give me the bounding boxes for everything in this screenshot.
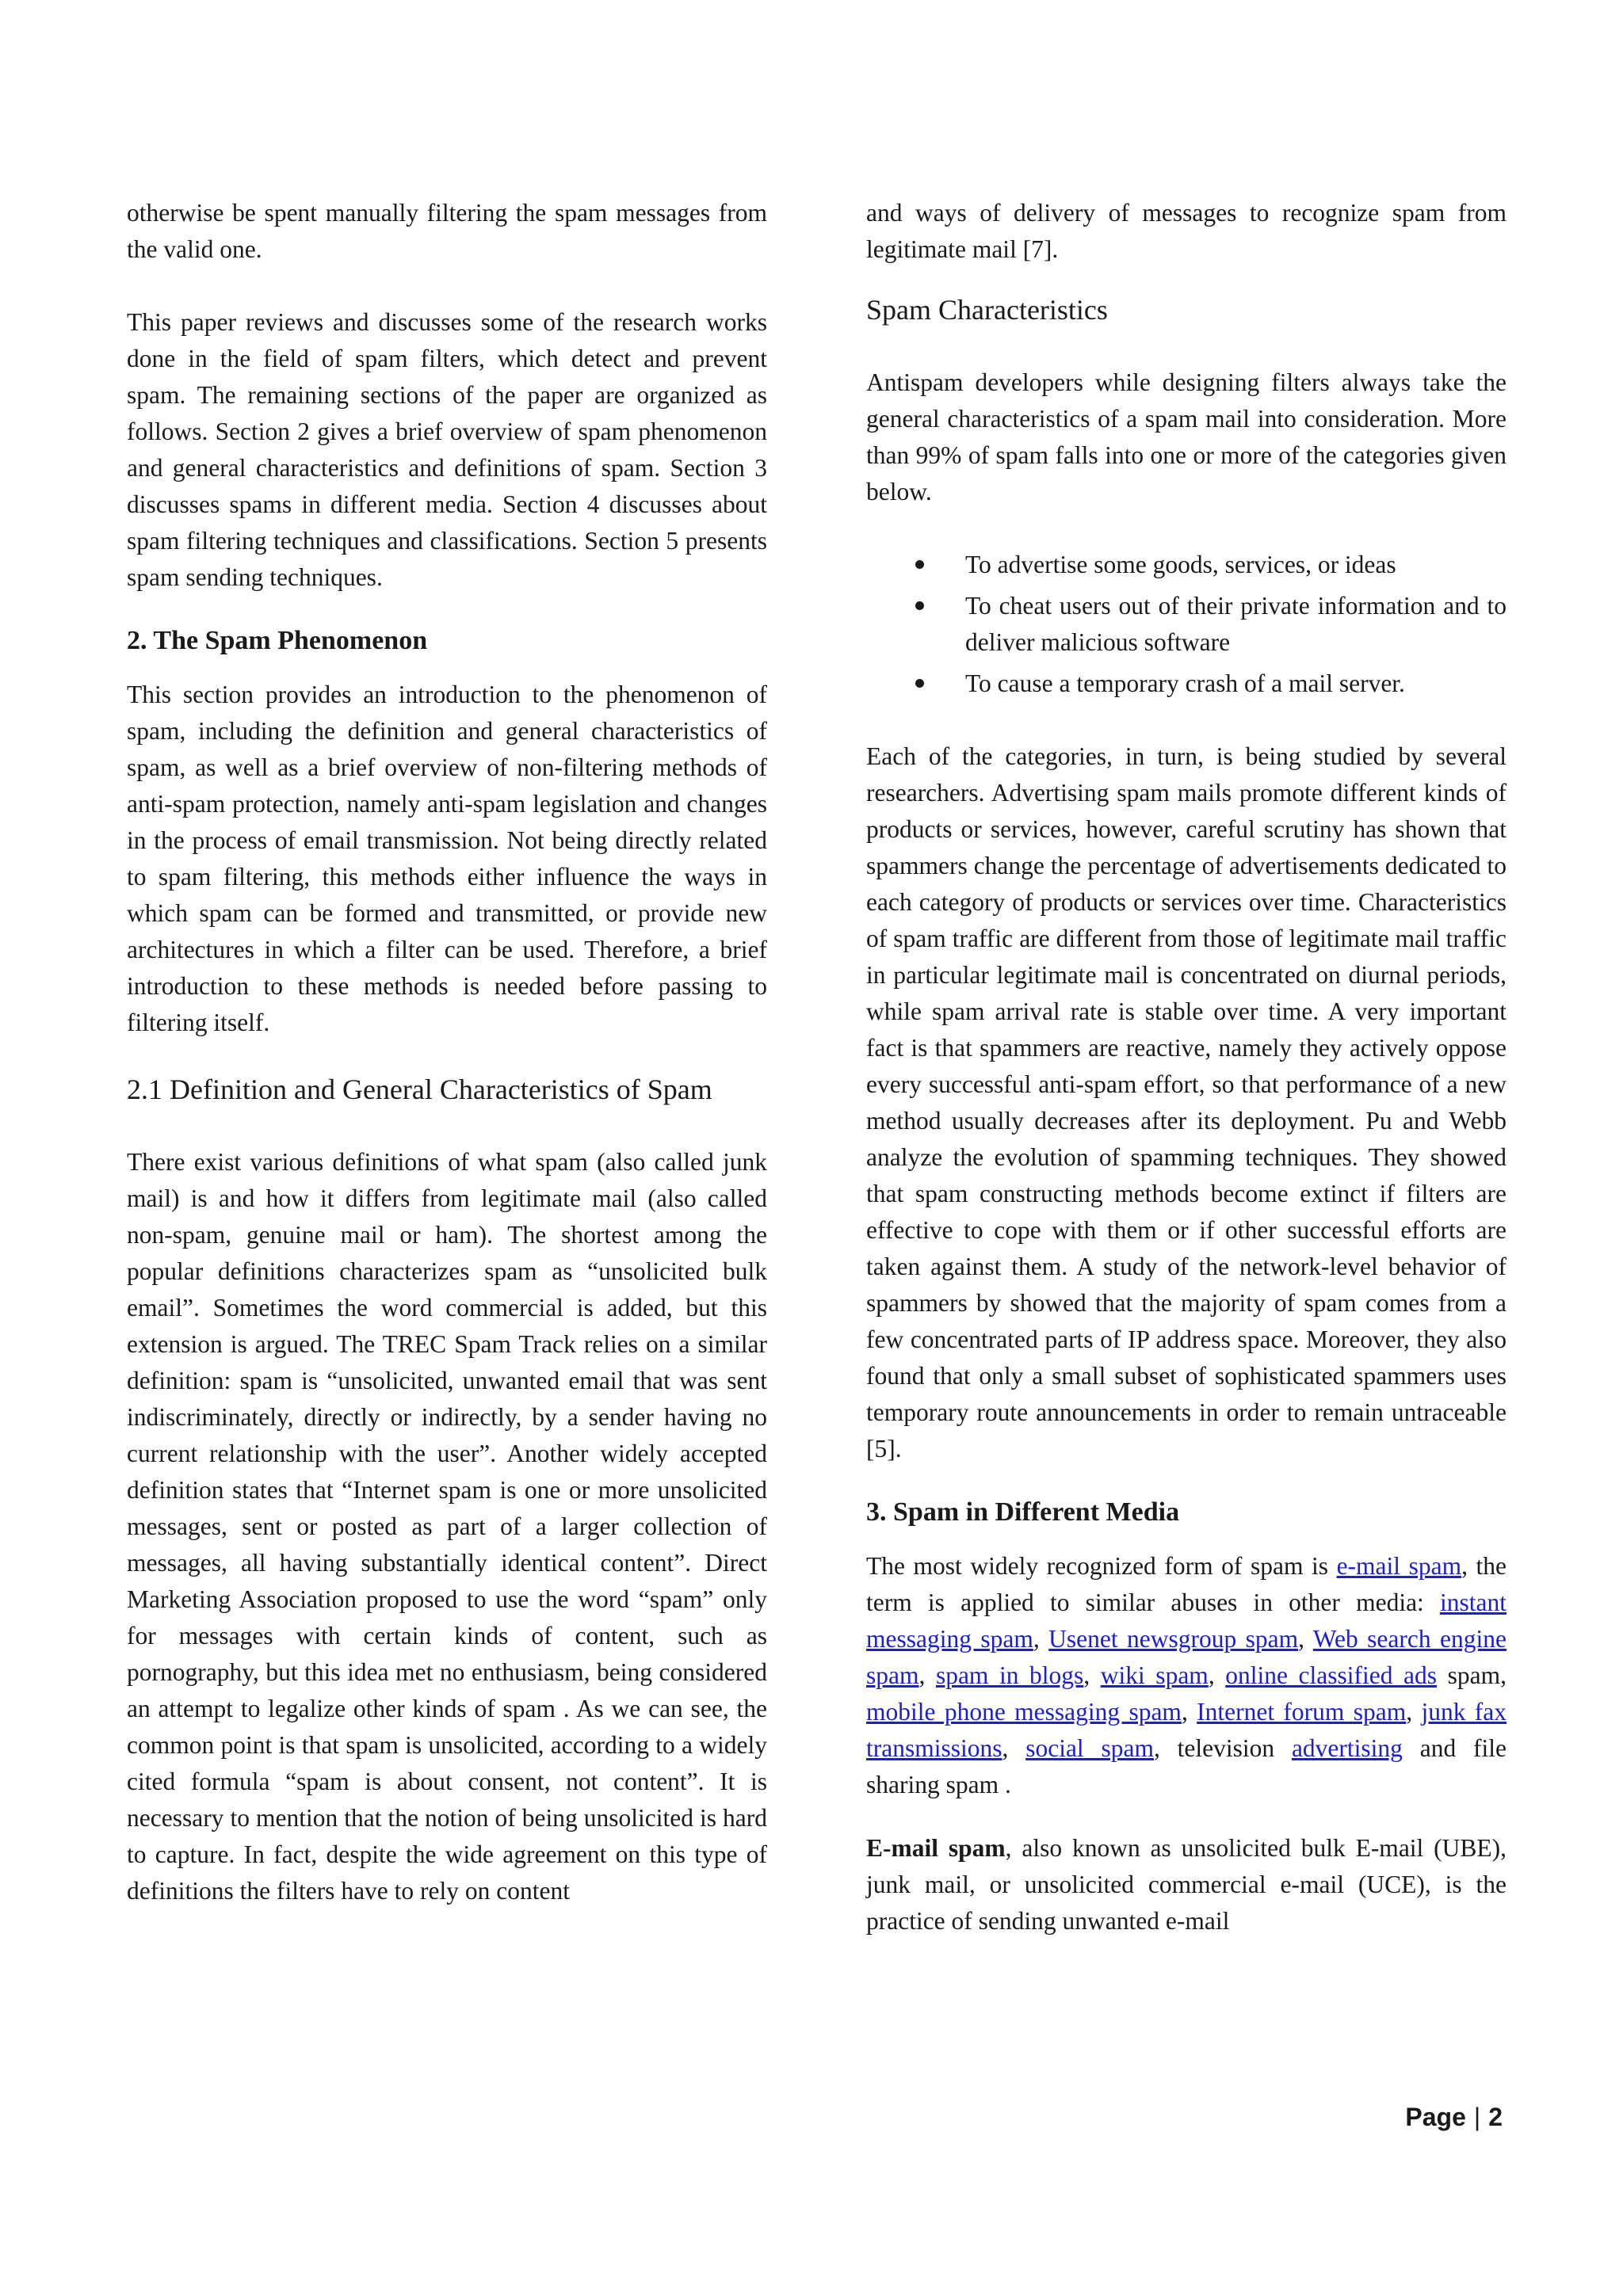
text-run: , <box>1298 1625 1313 1653</box>
text-run: , also known as unsolicited bulk E-mail (UBE), junk mail, or unsolicited commercial e-mail (UCE), is the practice of sending unwanted e-mail <box>866 1834 1507 1935</box>
section-heading-spam-phenomenon: 2. The Spam Phenomenon <box>127 626 428 655</box>
link-online-classified-ads[interactable]: online classified ads <box>1225 1661 1438 1689</box>
text-run: , <box>1208 1661 1226 1689</box>
list-item <box>866 547 1507 583</box>
link-spam-in-blogs[interactable]: spam in blogs <box>935 1661 1084 1689</box>
list-item-text: To cause a temporary crash of a mail server. <box>965 669 1405 697</box>
text-run: , <box>918 1661 936 1689</box>
delivery-continuation-paragraph: and ways of delivery of messages to recognize spam from legitimate mail [7]. <box>866 199 1507 263</box>
link-internet-forum-spam[interactable]: Internet forum spam <box>1197 1698 1407 1726</box>
bullet-icon <box>915 601 924 610</box>
right-column <box>866 195 1507 1939</box>
text-run: , <box>1406 1698 1422 1726</box>
bullet-icon <box>915 679 924 688</box>
spam-categories-list <box>866 547 1507 702</box>
text-run: , the term is applied to similar abuses in other media: <box>866 1552 1507 1616</box>
page-separator: | <box>1473 2103 1481 2131</box>
left-column <box>127 195 767 1909</box>
categories-research-paragraph: Each of the categories, in turn, is being studied by several researchers. Advertising spam mails promote different kinds of products or services, however, careful scrutiny has shown that spammers change the percentage of advertisements dedicated to each category of products or services over time. Characteristics of spam traffic are different from those of legitimate mail traffic in particular legitimate mail is concentrated on diurnal periods, while spam arrival rate is stable over time. A very important fact is that spammers are reactive, namely they actively oppose every successful anti-spam effort, so that performance of a new method usually decreases after its deployment. Pu and Webb analyze the evolution of spamming techniques. They showed that spam constructing methods become extinct if filters are effective to cope with them or if other successful efforts are taken against them. A study of the network-level behavior of spammers by showed that the majority of spam comes from a few concentrated parts of IP address space. Moreover, they also found that only a small subset of sophisticated spammers uses temporary route announcements in order to remain untraceable [5]. <box>866 742 1507 1463</box>
list-item-text: To advertise some goods, services, or ideas <box>965 551 1396 578</box>
link-email-spam[interactable]: e-mail spam <box>1336 1552 1462 1580</box>
text-run: , <box>1083 1661 1101 1689</box>
page-number: 2 <box>1488 2103 1503 2131</box>
link-social-spam[interactable]: social spam <box>1025 1734 1154 1762</box>
link-mobile-phone-messaging-spam[interactable]: mobile phone messaging spam <box>866 1698 1182 1726</box>
link-junk-fax-transmissions[interactable]: junk fax transmissions <box>866 1698 1507 1762</box>
text-run: , <box>1033 1625 1049 1653</box>
bullet-icon <box>915 560 924 569</box>
link-wiki-spam[interactable]: wiki spam <box>1100 1661 1209 1689</box>
text-run: The most widely recognized form of spam is <box>866 1552 1337 1580</box>
link-usenet-newsgroup-spam[interactable]: Usenet newsgroup spam <box>1048 1625 1299 1653</box>
list-item <box>866 588 1507 661</box>
list-item-text: To cheat users out of their private information and to deliver malicious software <box>965 592 1507 656</box>
page-footer <box>1405 2101 1503 2133</box>
subsection-heading-definition: 2.1 Definition and General Characteristics of Spam <box>127 1074 712 1105</box>
link-instant-messaging-spam[interactable]: instant messaging spam <box>866 1589 1507 1653</box>
email-spam-term: E-mail spam <box>866 1834 1006 1862</box>
text-run: , <box>1181 1698 1197 1726</box>
spam-media-paragraph <box>866 1548 1507 1803</box>
definition-paragraph: There exist various definitions of what spam (also called junk mail) is and how it differs from legitimate mail (also called non-spam, genuine mail or ham). The shortest among the popular definitions characterizes spam as “unsolicited bulk email”. Sometimes the word commercial is added, but this extension is argued. The TREC Spam Track relies on a similar definition: spam is “unsolicited, unwanted email that was sent indiscriminately, directly or indirectly, by a sender having no current relationship with the user”. Another widely accepted definition states that “Internet spam is one or more unsolicited messages, sent or posted as part of a larger collection of messages, all having substantially identical content”. Direct Marketing Association proposed to use the word “spam” only for messages with certain kinds of content, such as pornography, but this idea met no enthusiasm, being considered an attempt to legalize other kinds of spam . As we can see, the common point is that spam is unsolicited, according to a widely cited formula “spam is about consent, not content”. It is necessary to mention that the notion of being unsolicited is hard to capture. In fact, despite the wide agreement on this type of definitions the filters have to rely on content <box>127 1148 767 1905</box>
spam-phenomenon-paragraph: This section provides an introduction to the phenomenon of spam, including the definition and general characteristics of spam, as well as a brief overview of non-filtering methods of anti-spam protection, namely anti-spam legislation and changes in the process of email transmission. Not being directly related to spam filtering, this methods either influence the ways in which spam can be formed and transmitted, or provide new architectures in which a filter can be used. Therefore, a brief introduction to these methods is needed before passing to filtering itself. <box>127 681 767 1036</box>
text-run: spam, <box>1437 1661 1507 1689</box>
subsection-heading-characteristics: Spam Characteristics <box>866 294 1108 326</box>
link-web-search-engine-spam[interactable]: Web search engine spam <box>866 1625 1507 1689</box>
list-item <box>866 666 1507 702</box>
intro-continuation-paragraph: otherwise be spent manually filtering the spam messages from the valid one. <box>127 199 767 263</box>
text-run: , television <box>1153 1734 1292 1762</box>
page-label: Page <box>1405 2103 1466 2131</box>
text-run: and file sharing spam . <box>866 1734 1507 1798</box>
section-heading-spam-media: 3. Spam in Different Media <box>866 1497 1180 1527</box>
characteristics-paragraph: Antispam developers while designing filters always take the general characteristics of a spam mail into consideration. More than 99% of spam falls into one or more of the categories given below. <box>866 368 1507 505</box>
link-advertising[interactable]: advertising <box>1291 1734 1403 1762</box>
text-run: , <box>1002 1734 1026 1762</box>
email-spam-paragraph <box>866 1830 1507 1939</box>
paper-overview-paragraph: This paper reviews and discusses some of the research works done in the field of spam filters, which detect and prevent spam. The remaining sections of the paper are organized as follows. Section 2 gives a brief overview of spam phenomenon and general characteristics and definitions of spam. Section 3 discusses spams in different media. Section 4 discusses about spam filtering techniques and classifications. Section 5 presents spam sending techniques. <box>127 308 767 591</box>
